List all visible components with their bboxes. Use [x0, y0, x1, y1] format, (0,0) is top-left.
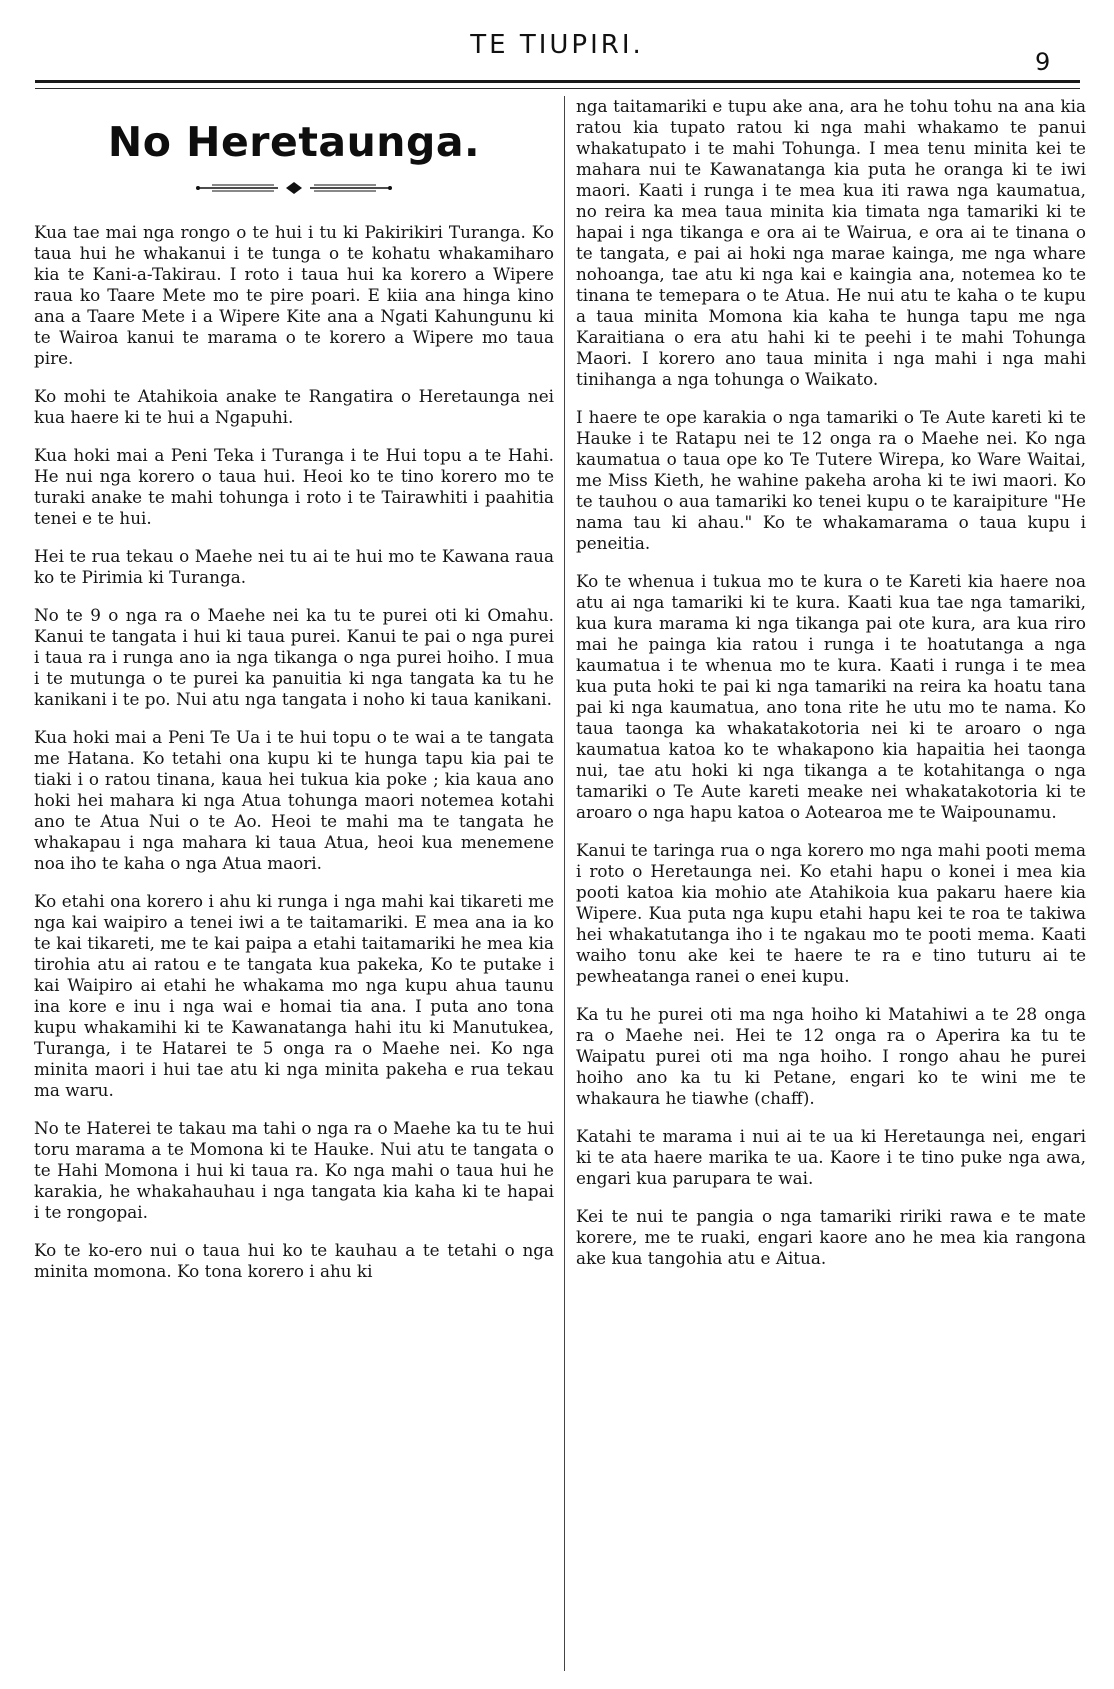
paragraph: Kua tae mai nga rongo o te hui i tu ki Pakirikiri Turanga. Ko taua hui he whakanui i te tunga o te kohatu whakamiharo kia te Kani-a-Takirau. I roto i taua hui ka korero a Wipere raua ko Taare Mete mo te pire poari. E kiia ana hinga kino ana a Taare Mete i a Wipere Kite ana a Ngati Kahungunu ki te Wairoa kanui te marama o te korero a Wipere mo taua pire. — [34, 222, 554, 368]
page-number: 9 — [1035, 48, 1051, 76]
paragraph: No te 9 o nga ra o Maehe nei ka tu te purei oti ki Omahu. Kanui te tangata i hui ki taua purei. Kanui te pai o nga purei i taua ra i runga ano ia nga tikanga o nga purei hoiho. I mua i te mutunga o te purei ka panuitia ki nga tangata ka tu he kanikani i te po. Nui atu nga tangata i noho ki taua kanikani. — [34, 605, 554, 709]
paragraph: Ko mohi te Atahikoia anake te Rangatira o Heretaunga nei kua haere ki te hui a Ngapuhi. — [34, 386, 554, 427]
paragraph: Katahi te marama i nui ai te ua ki Heretaunga nei, engari ki te ata haere marika te ua. Kaore i te tino puke nga awa, engari kua parupara te wai. — [576, 1126, 1086, 1188]
ornament-divider-icon — [194, 180, 394, 196]
paragraph: Kua hoki mai a Peni Teka i Turanga i te Hui topu a te Hahi. He nui nga korero o taua hui. Heoi ko te tino korero mo te turaki anake te mahi tohunga i roto i te Tairawhiti i paahitia tenei e te hui. — [34, 445, 554, 528]
paragraph: Ka tu he purei oti ma nga hoiho ki Matahiwi a te 28 onga ra o Maehe nei. Hei te 12 onga ra o Aperira ka tu te Waipatu purei oti ma nga hoiho. I rongo ahau he purei hoiho ano ka tu ki Petane, engari ko te wini me te whakaura he tiawhe (chaff). — [576, 1004, 1086, 1108]
running-title: TE TIUPIRI. — [470, 30, 644, 60]
paragraph: nga taitamariki e tupu ake ana, ara he tohu tohu na ana kia ratou kia tupato ratou ki nga mahi whakamo te panui whakatupato i te mahi Tohunga. I mea tenu minita kei te mahara nui te Kawanatanga kia puta he oranga ki te iwi maori. Kaati i runga i te mea kua iti rawa nga kaumatua, no reira ka mea taua minita kia timata nga tamariki ki te hapai i nga tikanga e ora ai te Wairua, e ora ai te tinana o te tangata, e pai ai hoki nga marae kainga, me nga whare nohoanga, tae atu ki nga kai e kaingia ana, notemea ko te tinana te temepara o te Atua. He nui atu te kaha o te kupu a taua minita Momona kia kaha te hunga tapu me nga Karaitiana o era atu hahi ki te peehi i te mahi Tohunga Maori. I korero ano taua minita i nga mahi i nga mahi tinihanga a nga tohunga o Waikato. — [576, 96, 1086, 389]
paragraph: Hei te rua tekau o Maehe nei tu ai te hui mo te Kawana raua ko te Pirimia ki Turanga. — [34, 546, 554, 587]
header-rule — [35, 80, 1080, 83]
paragraph: I haere te ope karakia o nga tamariki o Te Aute kareti ki te Hauke i te Ratapu nei te 12 onga ra o Maehe nei. Ko nga kaumatua o taua ope ko Te Tutere Wirepa, ko Ware Waitai, me Miss Kieth, he wahine pakeha aroha ki te iwi maori. Ko te tauhou o aua tamariki ko tenei kupu o te karaipiture "He nama tau ki ahau." Ko te whakamarama o taua kupu i peneitia. — [576, 407, 1086, 553]
article-heading: No Heretaunga. — [107, 118, 481, 166]
left-column — [34, 96, 554, 1684]
paragraph: Ko te whenua i tukua mo te kura o te Kareti kia haere noa atu ai nga tamariki ki te kura. Kaati kua tae nga tamariki, kua kura marama ki nga tikanga pai ote kura, ara kua riro mai he painga kia ratou i runga i te hoatutanga a nga kaumatua i te whenua mo te kura. Kaati i runga i te mea kua puta hoki te pai ki nga tamariki na reira ka hoatu tana pai ki nga kaumatua, ano tona rite he utu mo te nama. Ko taua taonga ka whakatakotoria nei ki te aroaro o nga kaumatua katoa ko te whakapono kia hapaitia hei taonga nui, tae atu hoki ki nga tikanga a te kotahitanga o nga tamariki o Te Aute kareti meake nei whakatakotoria ki te aroaro o nga hapu katoa o Aotearoa me te Waipounamu. — [576, 571, 1086, 822]
paragraph: No te Haterei te takau ma tahi o nga ra o Maehe ka tu te hui toru marama a te Momona ki te Hauke. Nui atu te tangata o te Hahi Momona i hui ki taua ra. Ko nga mahi o taua hui he karakia, he whakahauhau i nga tangata kia kaha ki te hapai i te rongopai. — [34, 1118, 554, 1222]
paragraph: Ko te ko-ero nui o taua hui ko te kauhau a te tetahi o nga minita momona. Ko tona korero i ahu ki — [34, 1240, 554, 1281]
paragraph: Kua hoki mai a Peni Te Ua i te hui topu o te wai a te tangata me Hatana. Ko tetahi ona kupu ki te hunga tapu kia pai te tiaki i o ratou tinana, kaua hei tukua kia poke ; kia kaua ano hoki hei mahara ki nga Atua tohunga maori notemea kotahi ano te Atua Nui o te Ao. Heoi te mahi ma te tangata he whakapau i nga mahara ki taua Atua, heoi kua menemene noa iho te kaha o nga Atua maori. — [34, 727, 554, 873]
header-rule-thin — [35, 88, 1080, 89]
paragraph: Kanui te taringa rua o nga korero mo nga mahi pooti mema i roto o Heretaunga nei. Ko etahi hapu o konei i mea kia pooti katoa kia mohio ate Atahikoia kua pakaru haere kia Wipere. Kua puta nga kupu etahi hapu kei te roa te takiwa hei whakatutanga iho i te ngakau mo te pooti mema. Kaati waiho tonu ake kei te haere te ra e tino tuturu ai te pewheatanga ranei o enei kupu. — [576, 840, 1086, 986]
right-column — [576, 96, 1086, 1684]
paragraph: Kei te nui te pangia o nga tamariki ririki rawa e te mate korere, me te ruaki, engari kaore ano he mea kia rangona ake kua tangohia atu e Aitua. — [576, 1206, 1086, 1268]
paragraph: Ko etahi ona korero i ahu ki runga i nga mahi kai tikareti me nga kai waipiro a tenei iwi a te taitamariki. E mea ana ia ko te kai tikareti, me te kai paipa a etahi taitamariki he mea kia tirohia atu ai ratou e te tangata kua pakeka, Ko te putake i kai Waipiro ai etahi he whakama mo nga kupu ahua taunu ina kore e inu i nga wai e homai tia ana. I puta ano tona kupu whakamihi ki te Kawanatanga hahi itu ki Manutukea, Turanga, i te Hatarei te 5 onga ra o Maehe nei. Ko nga minita maori i hui tae atu ki nga minita pakeha e rua tekau ma waru. — [34, 891, 554, 1100]
column-divider — [564, 96, 565, 1671]
